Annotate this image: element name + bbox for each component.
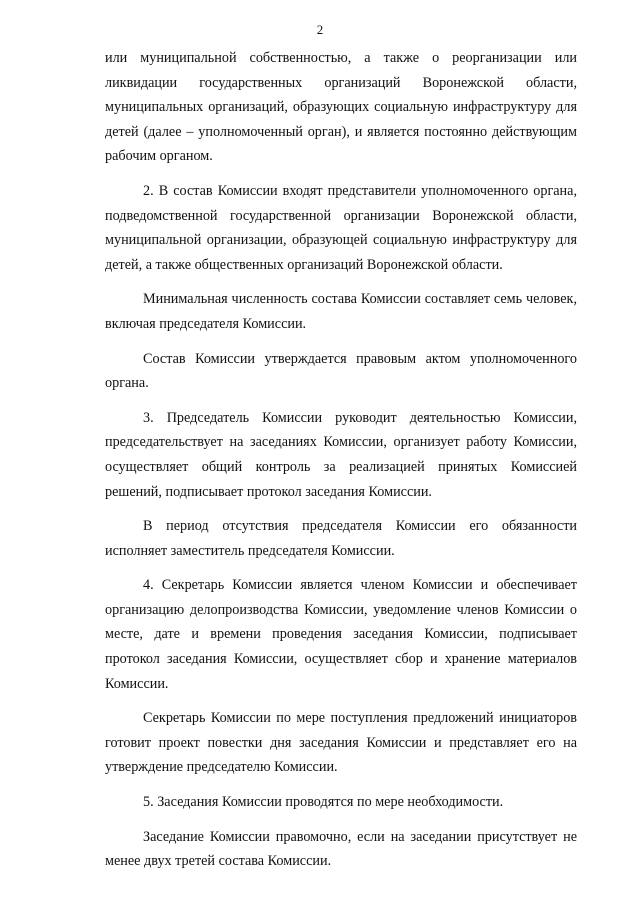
paragraph: 5. Заседания Комиссии проводятся по мере необходимости. <box>143 794 504 811</box>
paragraph: 2. В состав Комиссии входят представители уполномоченного органа, подведомственной государственной организации Воронежской области, муниципальной организации, образующей социальную инфраструктуру для детей, а также общественных организаций Воронежской области. <box>105 182 577 273</box>
page-number: 2 <box>316 22 324 37</box>
paragraph: Минимальная численность состава Комиссии составляет семь человек, включая председателя Комиссии. <box>105 291 577 332</box>
paragraph: или муниципальной собственностью, а также о реорганизации или ликвидации государственных организаций Воронежской области, муниципальных организаций, образующих социальную инфраструктуру для детей (далее – уполномоченный орган), и является постоянно действующим рабочим органом. <box>105 50 577 165</box>
document-body <box>105 46 577 874</box>
paragraph: В период отсутствия председателя Комиссии его обязанности исполняет заместитель председателя Комиссии. <box>105 518 577 559</box>
paragraph: Секретарь Комиссии по мере поступления предложений инициаторов готовит проект повестки дня заседания Комиссии и представляет его на утверждение председателю Комиссии. <box>105 710 577 776</box>
paragraph: 3. Председатель Комиссии руководит деятельностью Комиссии, председательствует на заседаниях Комиссии, организует работу Комиссии, осуществляет общий контроль за реализацией принятых Комиссией решений, подписывает протокол заседания Комиссии. <box>105 409 577 500</box>
paragraph: Состав Комиссии утверждается правовым актом уполномоченного органа. <box>105 350 577 392</box>
paragraph: 4. Секретарь Комиссии является членом Комиссии и обеспечивает организацию делопроизводства Комиссии, уведомление членов Комиссии о месте, дате и времени проведения заседания Комиссии, подписывает протокол заседания Комиссии, осуществляет сбор и хранение материалов Комиссии. <box>105 577 577 692</box>
paragraph: Заседание Комиссии правомочно, если на заседании присутствует не менее двух третей состава Комиссии. <box>105 828 577 870</box>
